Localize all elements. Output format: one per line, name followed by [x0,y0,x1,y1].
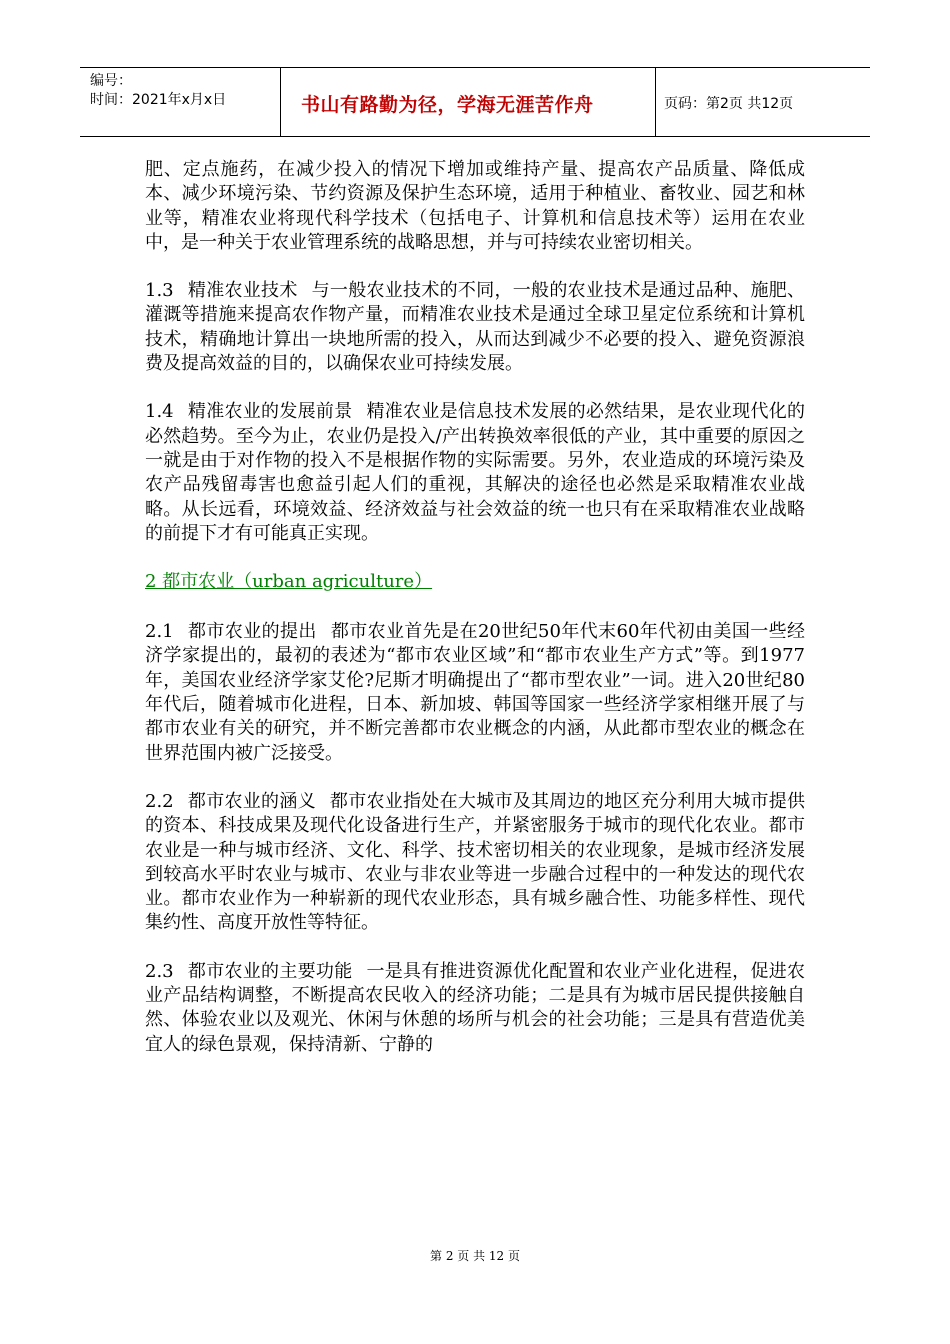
page-header [80,67,870,137]
page-footer [0,1248,950,1264]
motto-text: 书山有路勤为径，学海无涯苦作舟 [301,94,594,116]
paragraph-1-3 [145,279,805,376]
header-page-number: 页码：第2页 共12页 [664,96,794,112]
section-number: 2.2 [145,790,174,812]
paragraph-2-2 [145,790,805,936]
paragraph-heading: 都市农业的主要功能 [187,960,353,982]
section-number: 2.1 [145,621,174,643]
header-motto-cell [281,68,656,136]
paragraph-2-1 [145,620,805,766]
section-number: 1.3 [145,280,174,302]
paragraph-text: 精准农业是信息技术发展的必然结果，是农业现代化的必然趋势。至今为止，农业仍是投入/产出转换效率很低的产业，其中重要的原因之一就是由于对作物的投入不是根据作物的实际需要。另外，农业造成的环境污染及农产品残留毒害也愈益引起人们的重视，其解决的途径也必然是采取精准农业战略。从长远看，环境效益、经济效益与社会效益的统一也只有在采取精准农业战略的前提下才有可能真正实现。 [145,401,806,544]
paragraph-text: 与一般农业技术的不同，一般的农业技术是通过品种、施肥、灌溉等措施来提高农作物产量，而精准农业技术是通过全球卫星定位系统和计算机技术，精确地计算出一块地所需的投入，从而达到减少不必要的投入、避免资源浪费及提高效益的目的，以确保农业可持续发展。 [145,280,806,375]
header-page-cell [656,68,870,136]
paragraph-text: 都市农业指处在大城市及其周边的地区充分利用大城市提供的资本、科技成果及现代化设备进行生产，并紧密服务于城市的现代化农业。都市农业是一种与城市经济、文化、科学、技术密切相关的农业现象，是城市经济发展到较高水平时农业与城市、农业与非农业等进一步融合过程中的一种发达的现代农业。都市农业作为一种崭新的现代农业形态，具有城乡融合性、功能多样性、现代集约性、高度开放性等特征。 [145,790,806,934]
paragraph-continuation [145,158,805,255]
paragraph-heading: 都市农业的提出 [187,621,317,643]
section-number: 2.3 [145,960,174,982]
document-body [145,158,805,1081]
header-meta-cell [80,68,281,136]
paragraph-heading: 精准农业的发展前景 [187,401,353,423]
serial-number-label: 编号： [90,73,132,89]
paragraph-text: 肥、定点施药，在减少投入的情况下增加或维持产量、提高农产品质量、降低成本、减少环境污染、节约资源及保护生态环境，适用于种植业、畜牧业、园艺和林业等，精准农业将现代科学技术（包括电子、计算机和信息技术等）运用在农业中，是一种关于农业管理系统的战略思想，并与可持续农业密切相关。 [145,159,805,253]
paragraph-1-4 [145,400,805,546]
section-2-title[interactable]: 2 都市农业（urban agriculture） [145,571,433,593]
section-number: 1.4 [145,401,174,423]
paragraph-heading: 精准农业技术 [187,280,298,302]
paragraph-heading: 都市农业的涵义 [187,790,316,812]
date-label: 时间：2021年x月x日 [90,92,227,108]
footer-page-number: 第 2 页 共 12 页 [430,1249,520,1263]
paragraph-text: 都市农业首先是在20世纪50年代末60年代初由美国一些经济学家提出的，最初的表述为“都市农业区域”和“都市农业生产方式”等。到1977年，美国农业经济学家艾伦?尼斯才明确提出了“都市型农业”一词。进入20世纪80年代后，随着城市化进程，日本、新加坡、韩国等国家一些经济学家相继开展了与都市农业有关的研究，并不断完善都市农业概念的内涵，从此都市型农业的概念在世界范围内被广泛接受。 [145,621,806,764]
paragraph-text: 一是具有推进资源优化配置和农业产业化进程，促进农业产品结构调整，不断提高农民收入的经济功能；二是具有为城市居民提供接触自然、体验农业以及观光、休闲与休憩的场所与机会的社会功能；三是具有营造优美宜人的绿色景观，保持清新、宁静的 [145,960,806,1055]
paragraph-2-3 [145,960,805,1057]
